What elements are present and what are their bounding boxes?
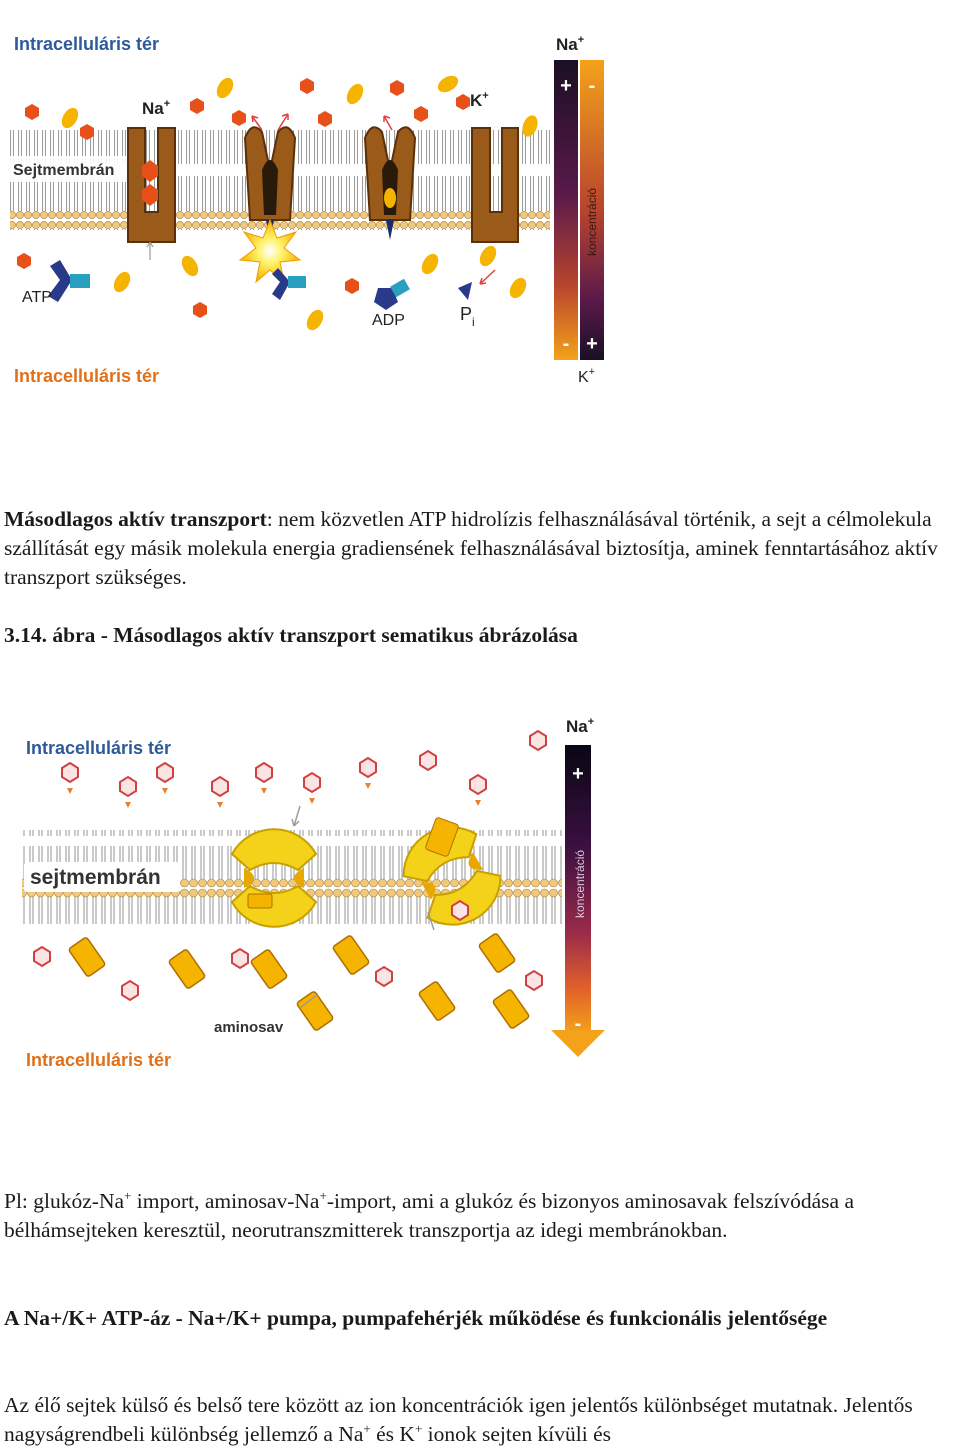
fig2-concentration-label: koncentráció	[573, 849, 587, 918]
fig1-top-label: Intracelluláris tér	[14, 34, 160, 54]
na-label: Na	[142, 99, 164, 118]
fig2-bottom-label: Intracelluláris tér	[26, 1050, 172, 1070]
paragraph-examples	[4, 1187, 959, 1245]
fig2-top-label: Intracelluláris tér	[26, 738, 172, 758]
svg-text:K+	[470, 90, 489, 110]
p2-text-2: import, aminosav-Na	[131, 1189, 320, 1213]
fig1-bar-minus-bottom: -	[562, 333, 570, 355]
pi-label: P	[460, 304, 473, 324]
fig1-bar-top-label: Na	[556, 35, 578, 54]
p3-text-2: és K	[370, 1422, 415, 1446]
p2-text-3: -import, ami a glukóz és bizonyos aminosavak felszívódása a bélhámsejteken keresztül, neorutranszmitterek transzportja az idegi membránokban.	[4, 1189, 855, 1242]
fig2-membrane-label: sejtmembrán	[30, 866, 161, 889]
k-label: K	[470, 91, 483, 110]
fig1-concentration-bar	[554, 34, 604, 386]
fig1-bar-plus-top: +	[560, 75, 572, 97]
fig1-membrane-label: Sejtmembrán	[13, 162, 115, 179]
p3-sup-2: +	[414, 1420, 423, 1436]
svg-text:Na+	[566, 716, 594, 736]
p3-text-3: ionok sejten kívüli és	[422, 1422, 611, 1446]
adp-label: ADP	[372, 312, 405, 329]
svg-text:Na+	[556, 34, 584, 54]
fig1-bar-minus-top: -	[588, 75, 596, 97]
fig1-bottom-label: Intracelluláris tér	[14, 366, 160, 386]
secondary-transport-figure	[0, 700, 620, 1130]
fig2-bar-plus: +	[572, 763, 584, 785]
p3-text-1: Az élő sejtek külső és belső tere között az ion koncentrációk igen jelentős különbséget mutatnak. Jelentős nagyságrendbeli különbség jellemző a Na	[4, 1393, 913, 1446]
amino-acid-icons	[68, 933, 530, 1031]
p2-sup-1: +	[124, 1187, 132, 1203]
svg-text:Na+	[142, 98, 170, 118]
sodium-potassium-pump-figure	[0, 20, 620, 430]
adp-molecule-icon	[372, 279, 410, 329]
term-secondary-transport: Másodlagos aktív transzport	[4, 507, 267, 531]
atp-molecule-icon	[22, 260, 90, 306]
section-heading-na-k-pump: A Na+/K+ ATP-áz - Na+/K+ pumpa, pumpafehérjék működése és funkcionális jelentősége	[4, 1306, 828, 1330]
fig1-bar-plus-bottom: +	[586, 333, 598, 355]
p2-text-1: Pl: glukóz-Na	[4, 1189, 125, 1213]
pi-subscript: i	[472, 315, 475, 329]
fig2-bar-minus: -	[574, 1013, 582, 1035]
paragraph-secondary-transport	[4, 505, 959, 592]
fig2-bar-top-label: Na	[566, 717, 588, 736]
p3-sup-1: +	[363, 1420, 371, 1436]
p2-sup-2: +	[319, 1187, 327, 1203]
na-sup: +	[163, 98, 171, 110]
atp-label: ATP	[22, 289, 52, 306]
fig1-bar-bottom-label: K	[578, 369, 589, 386]
svg-text:K+	[578, 366, 595, 386]
amino-acid-label: aminosav	[214, 1019, 284, 1036]
svg-text:Pi	[460, 304, 475, 329]
fig2-bar-top-sup: +	[587, 716, 595, 728]
paragraph-ion-concentrations	[4, 1391, 959, 1449]
fig1-bar-bottom-sup: +	[588, 366, 596, 378]
k-sup: +	[482, 90, 489, 102]
phosphate-icon	[458, 282, 475, 329]
adp-bound-icon	[272, 268, 306, 300]
figure-caption: 3.14. ábra - Másodlagos aktív transzport sematikus ábrázolása	[4, 623, 578, 647]
paragraph1-text: : nem közvetlen ATP hidrolízis felhasználásával történik, a sejt a célmolekula szállítását egy másik molekula energia gradiensének felhasználásával biztosítja, aminek fenntartásához aktív transzport szükséges.	[4, 507, 938, 589]
fig1-bar-top-sup: +	[577, 34, 585, 46]
fig1-concentration-label: koncentráció	[585, 187, 599, 256]
